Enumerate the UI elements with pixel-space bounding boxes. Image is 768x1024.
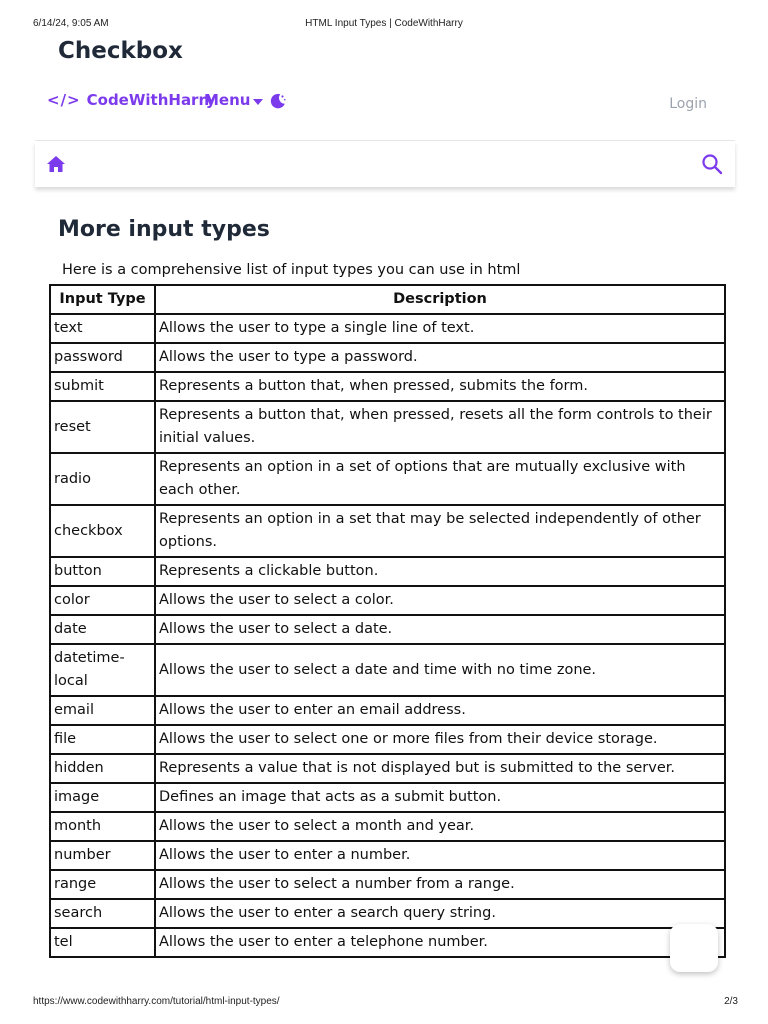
floating-action-button[interactable] — [670, 924, 718, 972]
description-cell: Represents an option in a set that may be selected independently of other options. — [155, 505, 725, 557]
print-url: https://www.codewithharry.com/tutorial/html-input-types/ — [33, 996, 280, 1007]
table-row — [50, 343, 725, 372]
description-cell: Allows the user to select a color. — [155, 586, 725, 615]
input-type-cell: radio — [50, 453, 155, 505]
input-type-cell: date — [50, 615, 155, 644]
input-type-cell: month — [50, 812, 155, 841]
navbar — [35, 84, 735, 124]
table-header-row — [50, 285, 725, 314]
table-row — [50, 372, 725, 401]
input-type-cell: submit — [50, 372, 155, 401]
description-cell: Defines an image that acts as a submit button. — [155, 783, 725, 812]
input-type-cell: checkbox — [50, 505, 155, 557]
print-footer — [0, 996, 768, 1010]
description-cell: Represents a button that, when pressed, submits the form. — [155, 372, 725, 401]
input-type-cell: email — [50, 696, 155, 725]
input-types-table — [49, 284, 726, 958]
description-cell: Represents an option in a set of options that are mutually exclusive with each other. — [155, 453, 725, 505]
column-header-description: Description — [155, 285, 725, 314]
table-row — [50, 899, 725, 928]
input-type-cell: range — [50, 870, 155, 899]
print-header — [0, 18, 768, 32]
table-row — [50, 644, 725, 696]
input-type-cell: file — [50, 725, 155, 754]
table-row — [50, 696, 725, 725]
input-type-cell: tel — [50, 928, 155, 957]
page-heading: Checkbox — [58, 38, 183, 64]
print-page-title: HTML Input Types | CodeWithHarry — [305, 18, 463, 29]
description-cell: Allows the user to select a date. — [155, 615, 725, 644]
description-cell: Represents a button that, when pressed, resets all the form controls to their initial values. — [155, 401, 725, 453]
intro-text: Here is a comprehensive list of input types you can use in html — [62, 262, 521, 278]
table-row — [50, 928, 725, 957]
input-type-cell: search — [50, 899, 155, 928]
table-row — [50, 812, 725, 841]
print-timestamp: 6/14/24, 9:05 AM — [33, 18, 109, 29]
home-icon[interactable] — [46, 155, 66, 173]
table-row — [50, 586, 725, 615]
brand-logo-link[interactable] — [47, 91, 216, 109]
input-type-cell: color — [50, 586, 155, 615]
table-row — [50, 401, 725, 453]
description-cell: Allows the user to select a month and year. — [155, 812, 725, 841]
description-cell: Allows the user to enter a telephone number. — [155, 928, 725, 957]
description-cell: Allows the user to enter a search query string. — [155, 899, 725, 928]
search-icon[interactable] — [701, 153, 723, 175]
table-row — [50, 870, 725, 899]
brand-name: CodeWithHarry — [86, 91, 216, 109]
description-cell: Represents a clickable button. — [155, 557, 725, 586]
secondary-toolbar — [35, 141, 735, 187]
table-row — [50, 453, 725, 505]
column-header-input-type: Input Type — [50, 285, 155, 314]
print-page-number: 2/3 — [724, 996, 738, 1007]
moon-theme-toggle-icon[interactable] — [269, 92, 287, 110]
section-title: More input types — [58, 217, 270, 242]
table-row — [50, 505, 725, 557]
description-cell: Allows the user to select a number from a range. — [155, 870, 725, 899]
input-type-cell: datetime-local — [50, 644, 155, 696]
input-type-cell: hidden — [50, 754, 155, 783]
menu-dropdown-button[interactable] — [204, 91, 263, 109]
description-cell: Allows the user to type a single line of text. — [155, 314, 725, 343]
caret-down-icon — [253, 99, 263, 105]
table-row — [50, 783, 725, 812]
description-cell: Allows the user to enter a number. — [155, 841, 725, 870]
table-row — [50, 754, 725, 783]
input-type-cell: number — [50, 841, 155, 870]
menu-label: Menu — [204, 91, 251, 109]
login-link[interactable]: Login — [669, 96, 707, 112]
input-type-cell: reset — [50, 401, 155, 453]
table-row — [50, 725, 725, 754]
table-row — [50, 841, 725, 870]
input-type-cell: button — [50, 557, 155, 586]
code-brackets-icon: </> — [47, 91, 81, 109]
description-cell: Allows the user to type a password. — [155, 343, 725, 372]
description-cell: Allows the user to select one or more files from their device storage. — [155, 725, 725, 754]
table-body — [50, 314, 725, 957]
table-row — [50, 314, 725, 343]
input-type-cell: password — [50, 343, 155, 372]
description-cell: Represents a value that is not displayed but is submitted to the server. — [155, 754, 725, 783]
table-row — [50, 557, 725, 586]
input-type-cell: text — [50, 314, 155, 343]
description-cell: Allows the user to select a date and time with no time zone. — [155, 644, 725, 696]
input-type-cell: image — [50, 783, 155, 812]
table-row — [50, 615, 725, 644]
description-cell: Allows the user to enter an email address. — [155, 696, 725, 725]
